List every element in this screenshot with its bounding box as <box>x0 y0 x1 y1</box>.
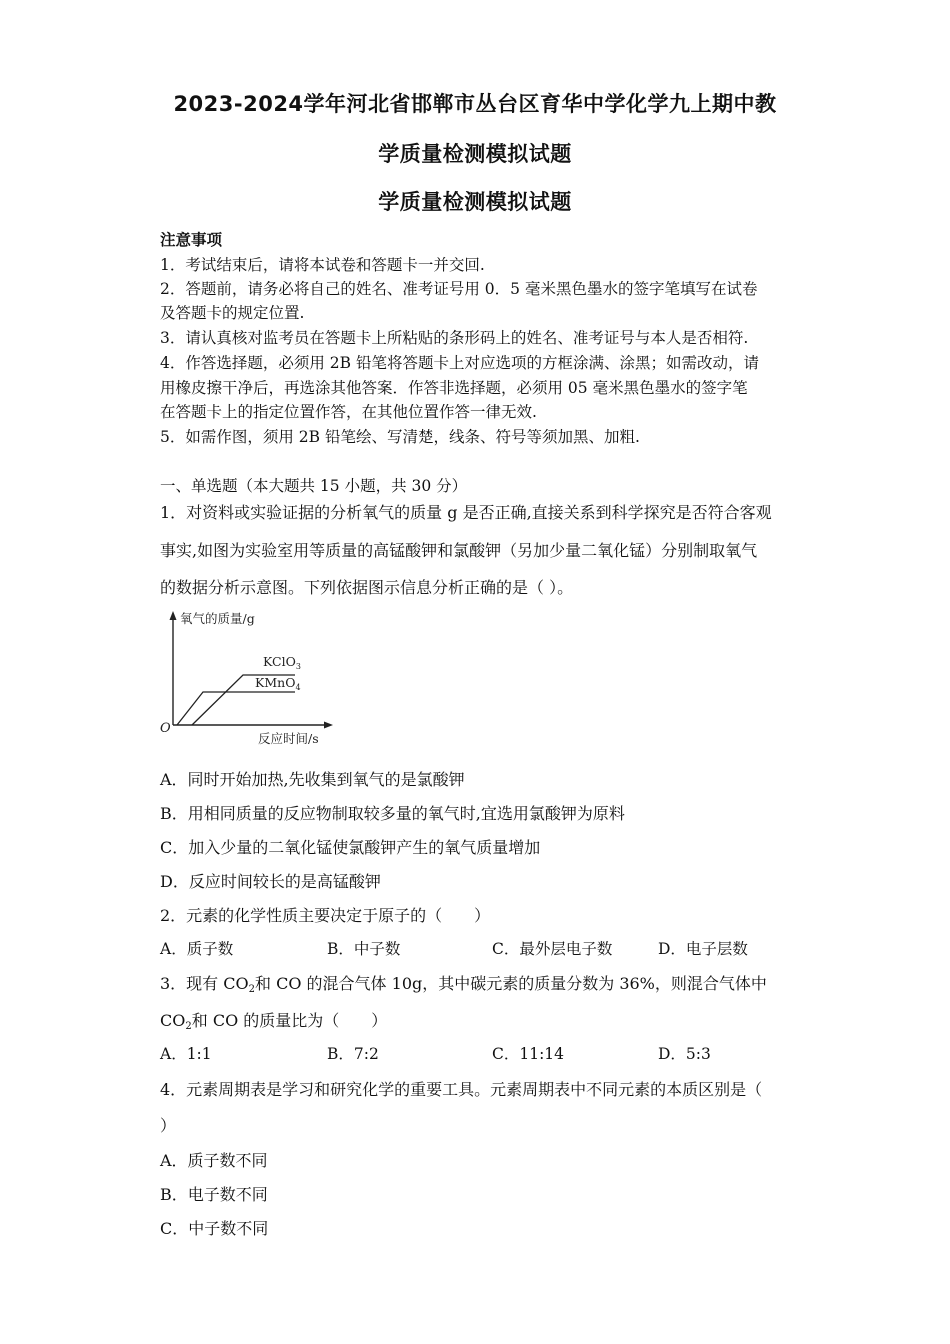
kclo3-subscript: 3 <box>295 662 301 671</box>
option-item: B．中子数 <box>327 940 401 958</box>
option-item: A．质子数 <box>160 940 234 958</box>
oxygen-mass-chart <box>155 605 345 750</box>
notice-item: 用橡皮擦干净后，再选涂其他答案．作答非选择题，必须用 05 毫米黑色墨水的签字笔 <box>160 379 748 397</box>
question-4-line2: ） <box>160 1116 177 1135</box>
kmno4-line <box>177 692 295 725</box>
notice-item: 5．如需作图，须用 2B 铅笔绘、写清楚，线条、符号等须加黑、加粗. <box>160 428 640 446</box>
q3-text-b: 和 CO 的混合气体 10g，其中碳元素的质量分数为 36%，则混合气体中 <box>255 974 767 993</box>
option-item: C．加入少量的二氧化锰使氯酸钾产生的氧气质量增加 <box>160 838 541 857</box>
option-item: B．7:2 <box>327 1045 379 1063</box>
y-axis-arrow <box>170 611 177 620</box>
x-axis-arrow <box>324 722 333 729</box>
option-item: C．11:14 <box>492 1045 565 1063</box>
svg-text:KMnO4 <box>255 675 301 692</box>
option-item: A．同时开始加热,先收集到氧气的是氯酸钾 <box>160 770 465 789</box>
question-2-stem: 2．元素的化学性质主要决定于原子的（ ） <box>160 906 491 925</box>
question-4-line1: 4．元素周期表是学习和研究化学的重要工具。元素周期表中不同元素的本质区别是（ <box>160 1080 763 1099</box>
option-item: A．质子数不同 <box>160 1151 268 1170</box>
notice-item: 2．答题前，请务必将自己的姓名、准考证号用 0．5 毫米黑色墨水的签字笔填写在试卷 <box>160 280 758 298</box>
option-item: D．5:3 <box>658 1045 711 1063</box>
page-title-line3: 学质量检测模拟试题 <box>378 190 572 214</box>
option-item: B．用相同质量的反应物制取较多量的氧气时,宜选用氯酸钾为原料 <box>160 804 625 823</box>
kmno4-label: KMnO <box>255 675 296 690</box>
q3-text-d: 和 CO 的质量比为（ ） <box>191 1011 388 1030</box>
kclo3-label: KClO <box>263 654 296 669</box>
q3-text-a: 3．现有 CO <box>160 974 249 993</box>
x-axis-label: 反应时间/s <box>258 731 319 746</box>
y-axis-label: 氧气的质量/g <box>180 611 255 626</box>
notice-heading: 注意事项 <box>160 230 223 249</box>
option-item: A．1:1 <box>160 1045 212 1063</box>
page-title-line2: 学质量检测模拟试题 <box>378 142 572 166</box>
option-item: C．最外层电子数 <box>492 940 613 958</box>
notice-item: 4．作答选择题，必须用 2B 铅笔将答题卡上对应选项的方框涂满、涂黑；如需改动，请 <box>160 354 759 372</box>
notice-item: 在答题卡上的指定位置作答，在其他位置作答一律无效. <box>160 403 537 421</box>
q3-text-c: CO <box>160 1011 186 1030</box>
question-3-line1 <box>160 971 767 995</box>
question-1-line: 1．对资料或实验证据的分析氧气的质量 g 是否正确,直接关系到科学探究是否符合客观 <box>160 503 772 522</box>
page-title-line1: 2023-2024学年河北省邯郸市丛台区育华中学化学九上期中教 <box>173 92 777 116</box>
question-1-line: 的数据分析示意图。下列依据图示信息分析正确的是（ ）。 <box>160 578 574 597</box>
q3-subscript: 2 <box>185 1021 192 1032</box>
option-item: D．反应时间较长的是高锰酸钾 <box>160 872 381 891</box>
section-heading: 一、单选题（本大题共 15 小题，共 30 分） <box>160 477 468 495</box>
kmno4-subscript: 4 <box>295 683 301 692</box>
notice-item: 3．请认真核对监考员在答题卡上所粘贴的条形码上的姓名、准考证号与本人是否相符. <box>160 329 749 347</box>
notice-item: 1．考试结束后，请将本试卷和答题卡一并交回. <box>160 256 485 274</box>
question-1-line: 事实,如图为实验室用等质量的高锰酸钾和氯酸钾（另加少量二氧化锰）分别制取氧气 <box>160 541 758 560</box>
notice-item: 及答题卡的规定位置. <box>160 304 305 322</box>
question-3-line2 <box>160 1008 387 1032</box>
option-item: D．电子层数 <box>658 940 748 958</box>
origin-label: O <box>160 721 171 736</box>
option-item: C．中子数不同 <box>160 1219 269 1238</box>
option-item: B．电子数不同 <box>160 1185 268 1204</box>
svg-text:KClO3 <box>263 654 301 671</box>
q3-subscript: 2 <box>248 984 256 995</box>
